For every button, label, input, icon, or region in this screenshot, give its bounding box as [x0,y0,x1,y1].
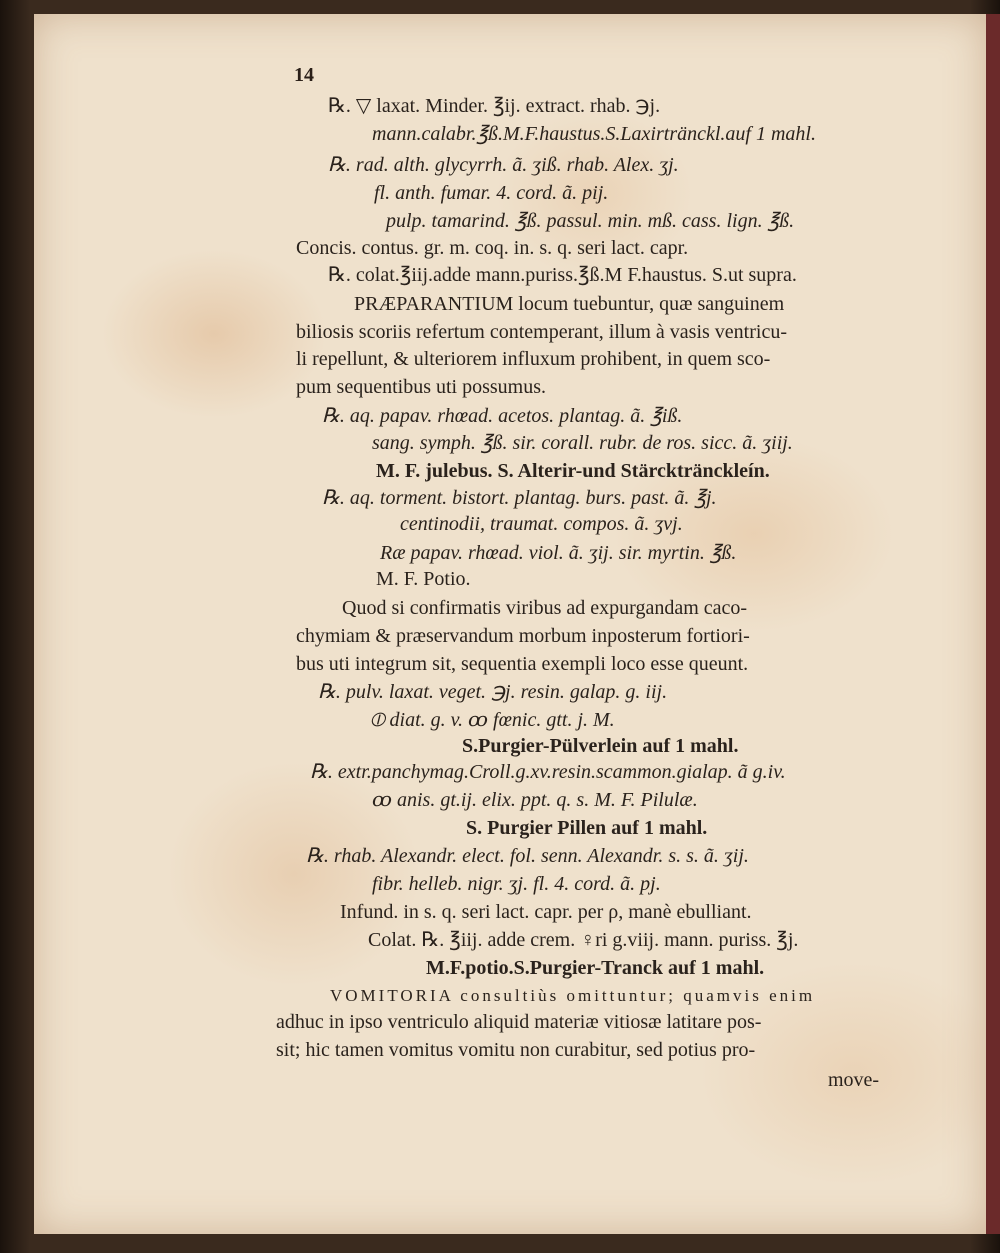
text-line-31: Colat. ℞. ℥iij. adde crem. ♀ri g.viij. mann. puriss. ℥j. [368,929,799,951]
page-number: 14 [294,64,314,86]
text-line-35: sit; hic tamen vomitus vomitu non curabitur, sed potius pro- [276,1039,756,1061]
text-line-23: ⦶ diat. g. v. ꝏ fœnic. gtt. j. M. [370,709,615,731]
text-line-9: biliosis scoriis refertum contemperant, illum à vasis ventricu- [296,321,787,343]
text-line-22: ℞. pulv. laxat. veget. ℈j. resin. galap. g. iij. [318,681,668,703]
text-line-30: Infund. in s. q. seri lact. capr. per ρ, manè ebulliant. [340,901,752,923]
text-line-26: ꝏ anis. gt.ij. elix. ppt. q. s. M. F. Pilulæ. [372,789,698,811]
text-line-25: ℞. extr.panchymag.Croll.g.xv.resin.scammon.gialap. ã g.iv. [310,761,786,783]
text-line-8: PRÆPARANTIUM locum tuebuntur, quæ sanguinem [354,293,785,315]
text-line-24: S.Purgier-Pülverlein auf 1 mahl. [462,735,739,757]
text-line-7: ℞. colat.℥iij.adde mann.puriss.℥ß.M F.haustus. S.ut supra. [328,264,797,286]
text-line-34: adhuc in ipso ventriculo aliquid materiæ vitiosæ latitare pos- [276,1011,762,1033]
text-line-21: bus uti integrum sit, sequentia exempli loco esse queunt. [296,653,749,675]
text-line-11: pum sequentibus uti possumus. [296,376,547,398]
text-line-2: mann.calabr.℥ß.M.F.haustus.S.Laxirtränckl.auf 1 mahl. [372,123,816,145]
text-line-3: ℞. rad. alth. glycyrrh. ã. ʒiß. rhab. Alex. ʒj. [328,154,679,176]
book-edge [986,14,1000,1234]
text-line-10: li repellunt, & ulteriorem influxum prohibent, in quem sco- [296,348,771,370]
text-line-36: move- [828,1069,880,1091]
text-line-33: VOMITORIA consultiùs omittuntur; quamvis enim [330,986,816,1005]
text-line-29: fibr. helleb. nigr. ʒj. fl. 4. cord. ã. pj. [372,873,661,895]
text-line-15: ℞. aq. torment. bistort. plantag. burs. past. ã. ℥j. [322,487,717,509]
text-line-4: fl. anth. fumar. 4. cord. ã. pij. [374,182,609,204]
text-line-1: ℞. ▽ laxat. Minder. ℥ij. extract. rhab. ℈j. [328,95,661,117]
text-line-16: centinodii, traumat. compos. ã. ʒvj. [400,513,683,535]
text-line-13: sang. symph. ℥ß. sir. corall. rubr. de ros. sicc. ã. ʒiij. [372,432,793,454]
text-line-27: S. Purgier Pillen auf 1 mahl. [466,817,708,839]
text-line-17: Ræ papav. rhœad. viol. ã. ʒij. sir. myrtin. ℥ß. [380,542,737,564]
text-line-20: chymiam & præservandum morbum inposterum fortiori- [296,625,750,647]
text-line-19: Quod si confirmatis viribus ad expurgandam caco- [342,597,748,619]
text-line-32: M.F.potio.S.Purgier-Tranck auf 1 mahl. [426,957,765,979]
text-line-18: M. F. Potio. [376,568,471,590]
text-line-14: M. F. julebus. S. Alterir-und Stärcktränckleín. [376,460,770,482]
text-line-6: Concis. contus. gr. m. coq. in. s. q. seri lact. capr. [296,237,689,259]
text-line-28: ℞. rhab. Alexandr. elect. fol. senn. Alexandr. s. s. ã. ʒij. [306,845,749,867]
text-line-5: pulp. tamarind. ℥ß. passul. min. mß. cass. lign. ℥ß. [386,210,795,232]
text-line-12: ℞. aq. papav. rhœad. acetos. plantag. ã. ℥iß. [322,405,683,427]
